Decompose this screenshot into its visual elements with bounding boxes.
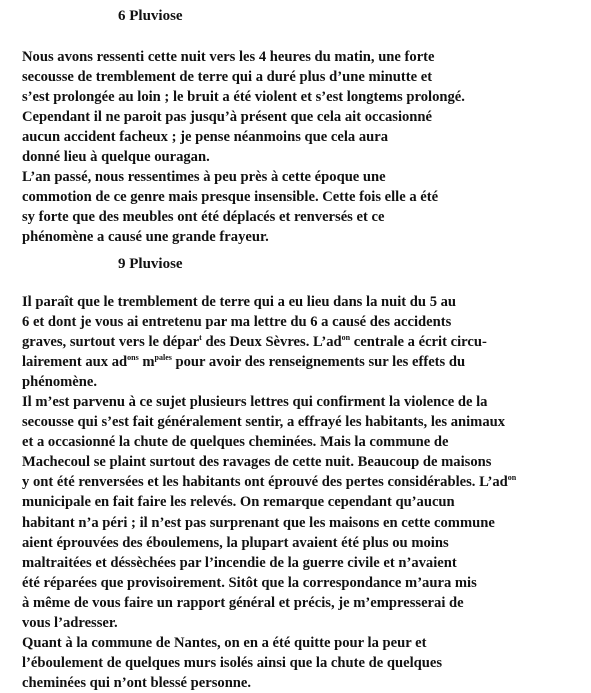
text-run: m [138, 354, 155, 371]
text-line: Il m’est parvenu à ce sujet plusieurs lettres qui confirment la violence de la [22, 394, 488, 411]
text-run: pour avoir des renseignements sur les effets du [171, 354, 466, 371]
text-line: secousse qui s’est fait généralement sentir, a effrayé les habitants, les animaux [22, 414, 506, 431]
superscript-abbrev: pales [154, 353, 172, 363]
text-line: été réparées que provisoirement. Sitôt que la correspondance m’aura mis [22, 574, 477, 591]
text-line: vous l’adresser. [22, 614, 118, 631]
text-line: maltraitées et déssèchées par l’incendie de la guerre civile et n’avaient [22, 554, 457, 571]
text-line: cheminées qui n’ont blessé personne. [22, 674, 252, 691]
text-line: phénomène. [22, 374, 97, 391]
text-line: Machecoul se plaint surtout des ravages de cette nuit. Beaucoup de maisons [22, 454, 492, 471]
text-line: Il paraît que le tremblement de terre qui a eu lieu dans la nuit du 5 au [22, 294, 457, 310]
paragraph-9-pluviose [22, 292, 582, 693]
text-line: aucun accident facheux ; je pense néanmoins que cela aura [22, 129, 389, 146]
text-line [22, 332, 582, 352]
text-line: s’est prolongée au loin ; le bruit a été violent et s’est longtems prolongé. [22, 89, 465, 106]
text-line: municipale en fait faire les relevés. On remarque cependant qu’aucun [22, 494, 455, 511]
text-line: Quant à la commune de Nantes, on en a été quitte pour la peur et [22, 634, 427, 651]
section-heading-9-pluviose: 9 Pluviose [118, 256, 183, 272]
superscript-abbrev: t [199, 333, 202, 343]
text-run: lairement aux ad [22, 354, 128, 371]
text-line: Cependant il ne paroit pas jusqu’à présent que cela ait occasionné [22, 109, 433, 126]
text-line: aient éprouvées des éboulemens, la plupart avaient été plus ou moins [22, 534, 449, 551]
text-line: à même de vous faire un rapport général et précis, je m’empresserai de [22, 594, 464, 611]
section-heading-6-pluviose: 6 Pluviose [118, 8, 183, 24]
superscript-abbrev: on [341, 333, 351, 343]
text-line: secousse de tremblement de terre qui a duré plus d’une minutte et [22, 69, 433, 86]
text-line: donné lieu à quelque ouragan. [22, 149, 210, 166]
superscript-abbrev: ons [127, 353, 139, 363]
text-line: l’éboulement de quelques murs isolés ainsi que la chute de quelques [22, 654, 443, 671]
text-line: commotion de ce genre mais presque insensible. Cette fois elle a été [22, 189, 439, 206]
superscript-abbrev: on [507, 473, 517, 483]
text-run: graves, surtout vers le dépar [22, 334, 200, 351]
text-line: phénomène a causé une grande frayeur. [22, 229, 269, 246]
text-line: sy forte que des meubles ont été déplacés et renversés et ce [22, 209, 385, 226]
text-line [22, 472, 582, 492]
text-line [22, 352, 582, 372]
text-line: habitant n’a péri ; il n’est pas surprenant que les maisons en cette commune [22, 514, 495, 531]
text-line: Nous avons ressenti cette nuit vers les 4 heures du matin, une forte [22, 49, 435, 65]
text-run: y ont été renversées et les habitants ont éprouvé des pertes considérables. L’ad [22, 474, 508, 491]
text-line: 6 et dont je vous ai entretenu par ma lettre du 6 a causé des accidents [22, 314, 452, 331]
text-run: centrale a écrit circu- [350, 334, 487, 351]
text-line: et a occasionné la chute de quelques cheminées. Mais la commune de [22, 434, 449, 451]
text-run: des Deux Sèvres. L’ad [201, 334, 342, 351]
paragraph-6-pluviose [22, 47, 582, 247]
text-line: L’an passé, nous ressentimes à peu près à cette époque une [22, 169, 386, 186]
